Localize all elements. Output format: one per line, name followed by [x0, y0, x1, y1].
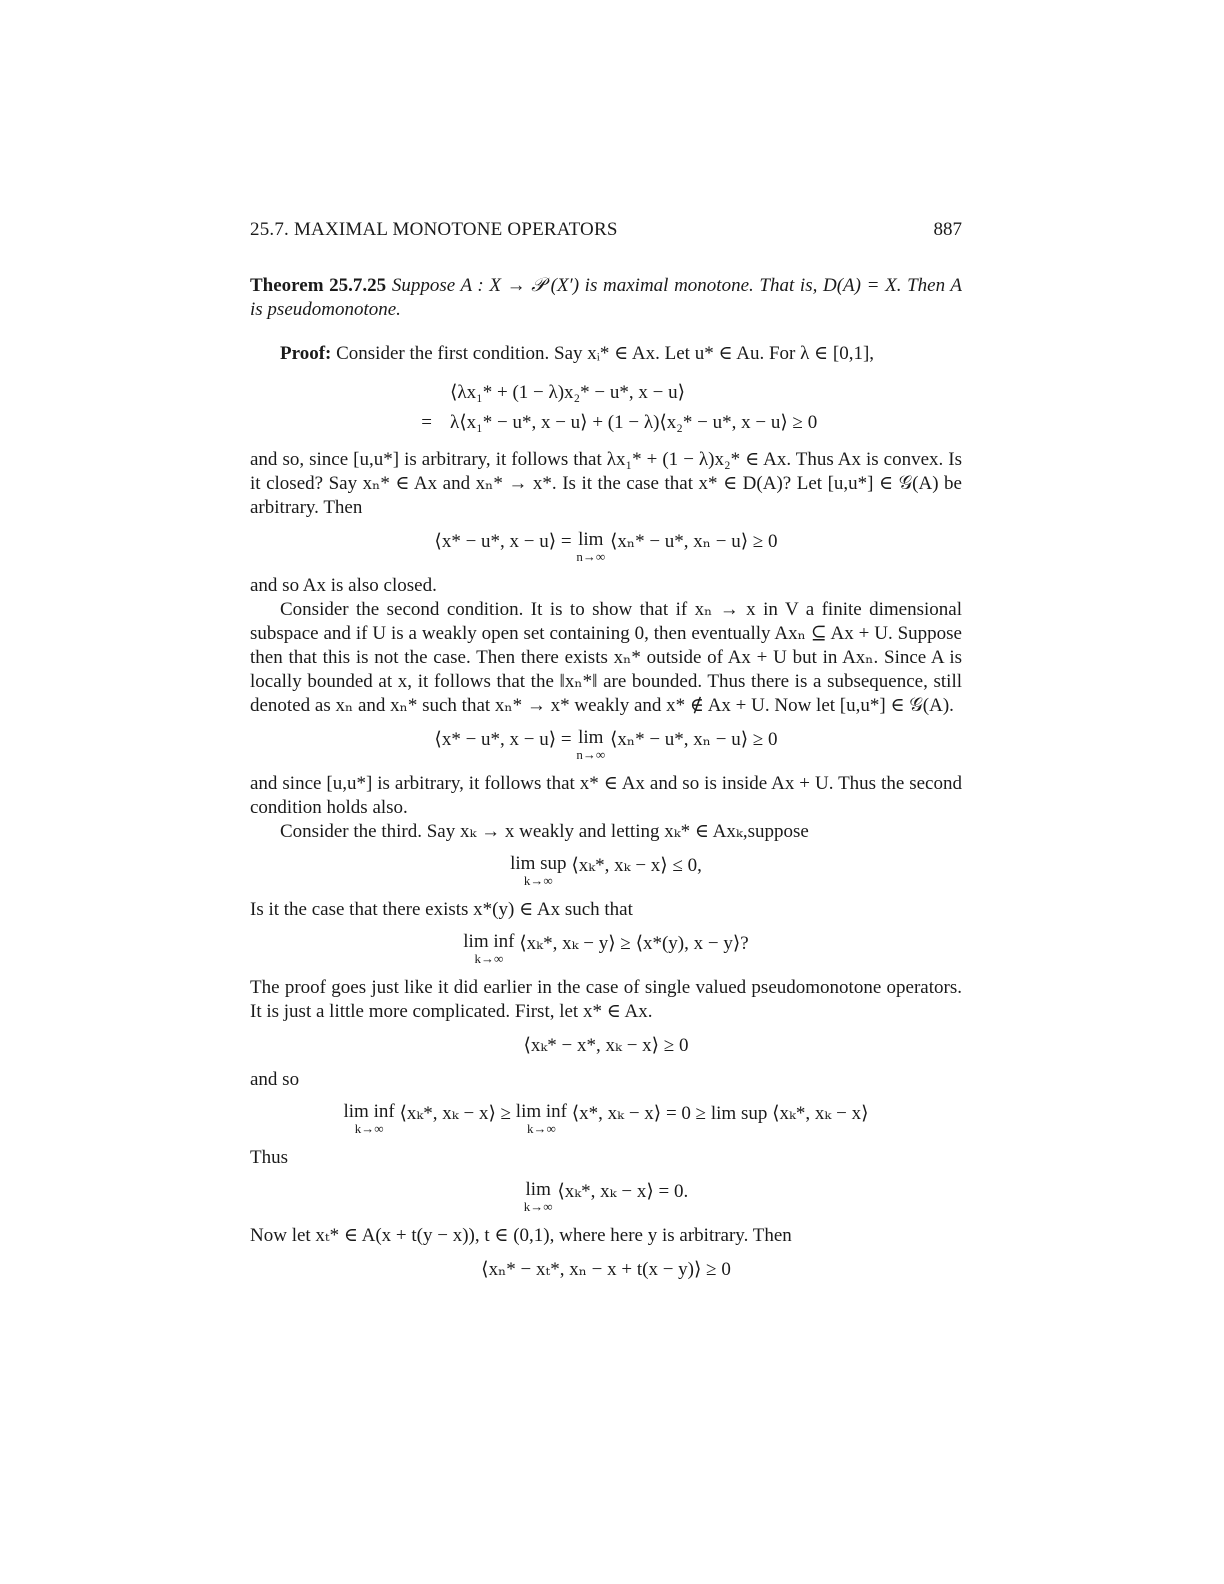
page-content	[250, 218, 962, 1292]
proof-paragraph-9: and so	[250, 1069, 300, 1090]
equation-3-lim: lim	[578, 727, 604, 748]
equation-7	[250, 1102, 962, 1136]
proof-paragraph-1	[250, 342, 962, 366]
equation-7-part-1: ⟨xₖ*, xₖ − x⟩ ≥	[399, 1103, 512, 1124]
equation-2-lim: lim	[578, 529, 604, 550]
equation-7-lim-1: lim inf	[343, 1101, 395, 1122]
equation-5-lim-sub: k→∞	[474, 951, 504, 966]
equation-7-lim-2-sub: k→∞	[527, 1121, 556, 1136]
proof-paragraph-4: Consider the second condition. It is to show that if xₙ → x in V a finite dimensional subspace and if U is a weakly open set containing 0, then eventually Axₙ ⊆ Ax + U. Suppose then that this is not the case. Then there exists xₙ* outside of Ax + U but in Axₙ. Since A is locally bounded at x, it follows that the ‖xₙ*‖ are bounded. Thus there is a subsequence, still denoted as xₙ and xₙ* such that xₙ* → x* weakly and x* ∉ Ax + U. Now let [u,u*] ∈ 𝒢(A).	[250, 599, 962, 716]
equation-3-lim-sub: n→∞	[576, 747, 606, 762]
equation-2-left: ⟨x* − u*, x − u⟩ =	[434, 531, 572, 552]
equation-5-lim: lim inf	[463, 931, 515, 952]
proof-paragraph-7: Is it the case that there exists x*(y) ∈ Ax such that	[250, 899, 633, 920]
running-header	[250, 218, 962, 242]
section-title: 25.7. MAXIMAL MONOTONE OPERATORS	[250, 219, 618, 240]
equation-1-line-1: ⟨λx₁* + (1 − λ)x₂* − u*, x − u⟩	[450, 382, 686, 403]
proof-paragraph-8: The proof goes just like it did earlier in the case of single valued pseudomonotone operators. It is just a little more complicated. First, let x* ∈ Ax.	[250, 977, 962, 1022]
equation-8-lim-sub: k→∞	[523, 1199, 553, 1214]
equation-1-line-2: λ⟨x₁* − u*, x − u⟩ + (1 − λ)⟨x₂* − u*, x − u⟩ ≥ 0	[450, 412, 818, 433]
equation-3-right: ⟨xₙ* − u*, xₙ − u⟩ ≥ 0	[609, 729, 778, 750]
proof-paragraph-2: and so, since [u,u*] is arbitrary, it follows that λx₁* + (1 − λ)x₂* ∈ Ax. Thus Ax is convex. Is it closed? Say xₙ* ∈ Ax and xₙ* → x*. Is it the case that x* ∈ D(A)? Let [u,u*] ∈ 𝒢(A) be arbitrary. Then	[250, 449, 962, 518]
equation-4-right: ⟨xₖ*, xₖ − x⟩ ≤ 0,	[571, 855, 702, 876]
theorem-label: Theorem 25.7.25	[250, 275, 387, 296]
theorem-statement: Suppose A : X → 𝒫 (X′) is maximal monotone. That is, D(A) = X. Then A is pseudomonotone.	[250, 275, 963, 320]
proof-paragraph-5: and since [u,u*] is arbitrary, it follows that x* ∈ Ax and so is inside Ax + U. Thus the second condition holds also.	[250, 773, 962, 818]
equation-7-lim-2: lim inf	[515, 1101, 567, 1122]
equation-7-lim-1-sub: k→∞	[354, 1121, 384, 1136]
proof-paragraph-11: Now let xₜ* ∈ A(x + t(y − x)), t ∈ (0,1), where here y is arbitrary. Then	[250, 1225, 792, 1246]
equation-8-lim: lim	[525, 1179, 551, 1200]
equation-5-right: ⟨xₖ*, xₖ − y⟩ ≥ ⟨x*(y), x − y⟩?	[519, 933, 749, 954]
equation-2-right: ⟨xₙ* − u*, xₙ − u⟩ ≥ 0	[609, 531, 778, 552]
equation-2-lim-sub: n→∞	[576, 549, 606, 564]
equation-3	[250, 728, 962, 762]
equation-4	[250, 854, 962, 888]
equation-3-left: ⟨x* − u*, x − u⟩ =	[434, 729, 572, 750]
proof-paragraph-10: Thus	[250, 1147, 288, 1168]
equation-1-equals: =	[421, 412, 432, 433]
proof-paragraph-3: and so Ax is also closed.	[250, 575, 437, 596]
equation-4-lim-sub: k→∞	[523, 873, 553, 888]
page-number: 887	[933, 219, 962, 240]
proof-text-1: Consider the first condition. Say xᵢ* ∈ Ax. Let u* ∈ Au. For λ ∈ [0,1],	[336, 343, 875, 364]
equation-2	[250, 530, 962, 564]
equation-5	[250, 932, 962, 966]
equation-9: ⟨xₙ* − xₜ*, xₙ − x + t(x − y)⟩ ≥ 0	[481, 1259, 731, 1280]
proof-label: Proof:	[280, 343, 332, 364]
equation-8	[250, 1180, 962, 1214]
equation-array-1	[250, 378, 962, 438]
proof-paragraph-6: Consider the third. Say xₖ → x weakly and letting xₖ* ∈ Axₖ,suppose	[280, 821, 809, 842]
equation-6: ⟨xₖ* − x*, xₖ − x⟩ ≥ 0	[523, 1035, 689, 1056]
equation-4-lim: lim sup	[510, 853, 567, 874]
equation-8-right: ⟨xₖ*, xₖ − x⟩ = 0.	[557, 1181, 689, 1202]
equation-7-part-2: ⟨x*, xₖ − x⟩ = 0 ≥ lim sup ⟨xₖ*, xₖ − x⟩	[571, 1103, 869, 1124]
theorem-block	[250, 274, 962, 322]
